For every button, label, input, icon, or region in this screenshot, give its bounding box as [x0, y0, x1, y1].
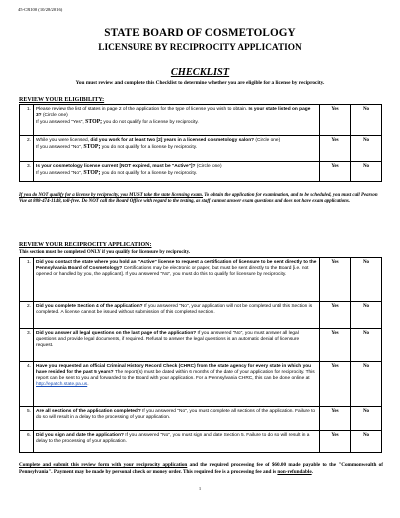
reciprocity-heading: REVIEW YOUR RECIPROCITY APPLICATION:: [19, 242, 152, 248]
question-text: Please review the list of states in page 2 of the application for the type of license you wish to obtain. Is your state listed on page 3? (Circle one) If you answered "Yes", STOP; you do not qualify for a license by reciprocity.: [34, 105, 320, 136]
reciprocity-row-5: [20, 407, 382, 431]
question-text: Did you sign and date the application? If you answered "No", you must sign and date Section 5. Failure to do so will result in a delay to the processing of your application.: [34, 431, 320, 453]
question-text: Have you requested an official Criminal History Record Check (CHRC) from the state agency for every state in which you have resided for the past 5 years? The report(s) must be dated within 6 months of the date of your application for reciprocity. This report can be sent to you and forwarded to the Board with your application. For a Pennsylvania CHRC, this can be done online at http://epatch.state.pa.us.: [34, 362, 320, 407]
yes-option[interactable]: Yes: [320, 431, 351, 453]
eligibility-row-3: [20, 162, 382, 182]
reciprocity-row-1: [20, 258, 382, 302]
question-text: Did you complete Section 4 of the application? If you answered "No", your application will not be completed until this Section is completed. A license cannot be issued without submission of this completed section.: [34, 302, 320, 329]
page-number: 1: [198, 486, 202, 491]
submission-instructions: Complete and submit this review form with your reciprocity application and the required processing fee of $60.00 made payable to the "Commonwealth of Pennsylvania". Payment may be made by personal check or money order. This required fee is a processing fee and is non-refundable.: [19, 462, 383, 475]
yes-option[interactable]: Yes: [320, 162, 351, 182]
reciprocity-row-2: [20, 302, 382, 329]
epatch-link[interactable]: http://epatch.state.pa.us: [36, 382, 88, 388]
item-number: 5.: [20, 407, 34, 431]
item-number: 3.: [20, 329, 34, 362]
no-option[interactable]: No: [351, 258, 382, 302]
no-option[interactable]: No: [351, 302, 382, 329]
yes-option[interactable]: Yes: [320, 329, 351, 362]
yes-option[interactable]: Yes: [320, 258, 351, 302]
yes-option[interactable]: Yes: [320, 302, 351, 329]
no-option[interactable]: No: [351, 329, 382, 362]
question-text: While you were licensed, did you work for at least two [2] years in a licensed cosmetology salon? (Circle one) If you answered "No", STOP; you do not qualify for a license by reciprocity.: [34, 136, 320, 162]
item-number: 1.: [20, 258, 34, 302]
no-option[interactable]: No: [351, 136, 382, 162]
no-option[interactable]: No: [351, 431, 382, 453]
board-title: STATE BOARD OF COSMETOLOGY: [104, 27, 296, 39]
item-number: 2.: [20, 136, 34, 162]
eligibility-row-1: [20, 105, 382, 136]
reciprocity-table: [19, 257, 382, 453]
item-number: 4.: [20, 362, 34, 407]
yes-option[interactable]: Yes: [320, 407, 351, 431]
yes-option[interactable]: Yes: [320, 105, 351, 136]
question-text: Are all sections of the application completed? If you answered "No", you must complete all sections of the application. Failure to do so will result in a delay to the processing of your application.: [34, 407, 320, 431]
reciprocity-note: This section must be completed ONLY if you qualify for licensure by reciprocity.: [19, 250, 191, 255]
reciprocity-row-6: [20, 431, 382, 453]
application-title: LICENSURE BY RECIPROCITY APPLICATION: [98, 43, 302, 53]
eligibility-heading: REVIEW YOUR ELIGIBILITY:: [19, 97, 105, 103]
yes-option[interactable]: Yes: [320, 136, 351, 162]
eligibility-row-2: [20, 136, 382, 162]
item-number: 6.: [20, 431, 34, 453]
item-number: 2.: [20, 302, 34, 329]
no-option[interactable]: No: [351, 162, 382, 182]
item-number: 3.: [20, 162, 34, 182]
exam-warning: If you do NOT qualify for a license by reciprocity, you MUST take the state licensing exam. To obtain the application for examination, and to be scheduled, you must call Pearson Vue at 888-474-1148, toll-free. Do NOT call the Board Office with regard to the testing, as staff cannot answer exam questions and does not have exam applications.: [19, 193, 378, 204]
question-text: Is your cosmetology license current [NOT expired, must be "Active"]? (Circle one) If you answered "No", STOP; you do not qualify for a license by reciprocity.: [34, 162, 320, 182]
no-option[interactable]: No: [351, 407, 382, 431]
checklist-intro: You must review and complete this Checklist to determine whether you are eligible for a license by reciprocity.: [75, 80, 325, 86]
reciprocity-row-4: [20, 362, 382, 407]
reciprocity-row-3: [20, 329, 382, 362]
no-option[interactable]: No: [351, 362, 382, 407]
question-text: Did you answer all legal questions on the last page of the application? If you answered "No", you must answer all legal questions and provide legal documents, if required. Refusal to answer the legal questions is an automatic denial of licensure request.: [34, 329, 320, 362]
form-code: 45-CR100 (10/28/2016): [18, 7, 63, 12]
eligibility-table: [19, 104, 382, 182]
item-number: 1.: [20, 105, 34, 136]
yes-option[interactable]: Yes: [320, 362, 351, 407]
question-text: Did you contact the state where you hold an "Active" license to request a certification of licensure to be sent directly to the Pennsylvania Board of Cosmetology? Certifications may be electronic or paper, but must be sent directly to the Board [i.e. not opened or handled by you, the applicant]. If you answered "No", you must do this to qualify for licensure by reciprocity.: [34, 258, 320, 302]
checklist-heading: CHECKLIST: [170, 67, 230, 78]
no-option[interactable]: No: [351, 105, 382, 136]
